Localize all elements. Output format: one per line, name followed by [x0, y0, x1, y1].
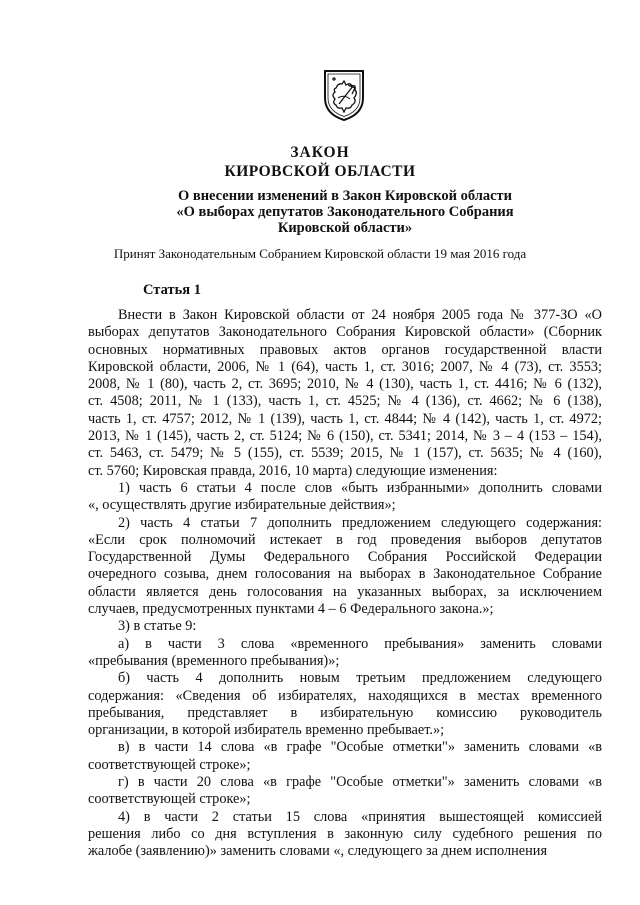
body-line: Государственной Думы Федерального Собрания Российской Федерации	[88, 549, 602, 566]
body-line: решения либо со дня вступления в законную силу судебного решения по	[88, 825, 602, 842]
body-line: выборах депутатов Законодательного Собрания Кировской области» (Сборник	[88, 324, 602, 341]
body-line: 2013, № 1 (145), часть 2, ст. 5124; № 6 (150), ст. 5341; 2014, № 3 – 4 (153 – 154),	[88, 428, 602, 445]
article-body	[88, 307, 602, 861]
body-line: 3) в статье 9:	[118, 618, 197, 635]
body-line: пребывания, представляет в избирательную комиссию руководитель	[88, 704, 602, 721]
body-line: соответствующей строке»;	[88, 791, 251, 808]
body-line: «, осуществлять другие избирательные действия»;	[88, 497, 396, 514]
body-line: часть 1, ст. 4757; 2012, № 1 (139), часть 1, ст. 4844; № 4 (142), часть 1, ст. 4972;	[88, 410, 602, 427]
body-line: ст. 5463, ст. 5479; № 5 (155), ст. 5539; 2015, № 1 (157), ст. 5635; № 4 (160),	[88, 445, 602, 462]
body-line: ст. 5760; Кировская правда, 2016, 10 марта) следующие изменения:	[88, 462, 498, 479]
subtitle-line: О внесении изменений в Закон Кировской области	[177, 188, 513, 204]
body-paragraph	[88, 774, 602, 809]
adoption-note: Принят Законодательным Собранием Кировской области 19 мая 2016 года	[113, 246, 527, 261]
body-line: 2) часть 4 статьи 7 дополнить предложением следующего содержания:	[118, 514, 602, 531]
subtitle-line: Кировской области»	[277, 220, 413, 236]
body-line: 1) часть 6 статьи 4 после слов «быть избранными» дополнить словами	[118, 479, 602, 496]
body-line: очередного созыва, днем голосования на выборах в Законодательное Собрание	[88, 566, 602, 583]
body-paragraph	[88, 636, 602, 671]
body-line: б) часть 4 дополнить новым третьим предложением следующего	[118, 670, 602, 687]
subtitle-line: «О выборах депутатов Законодательного Собрания	[176, 204, 514, 220]
body-paragraph	[88, 307, 602, 480]
body-line: а) в части 3 слова «временного пребывания» заменить словами	[118, 635, 602, 652]
region-heading: КИРОВСКОЙ ОБЛАСТИ	[224, 163, 416, 180]
body-paragraph	[88, 670, 602, 739]
article-title: Статья 1	[143, 282, 201, 298]
body-line: ст. 4508; 2011, № 1 (133), часть 1, ст. 4525; № 4 (136), ст. 4662; № 6 (138),	[88, 393, 602, 410]
law-heading: ЗАКОН	[290, 144, 350, 161]
body-line: области является день голосования на указанных выборах, за исключением	[88, 583, 602, 600]
body-line: Кировской области, 2006, № 1 (64), часть 1, ст. 3016; 2007, № 4 (73), ст. 3553;	[88, 358, 602, 375]
law-subtitle	[120, 188, 570, 236]
body-line: основных нормативных правовых актов органов государственной власти	[88, 341, 602, 358]
body-line: Внести в Закон Кировской области от 24 ноября 2005 года № 377-ЗО «О	[118, 307, 602, 323]
body-line: 4) в части 2 статьи 15 слова «принятия вышестоящей комиссией	[118, 808, 602, 825]
body-line: соответствующей строке»;	[88, 756, 251, 773]
body-line: случаев, предусмотренных пунктами 4 – 6 Федерального закона.»;	[88, 601, 494, 618]
body-paragraph	[88, 480, 602, 515]
body-paragraph	[88, 618, 602, 635]
body-line: г) в части 20 слова «в графе "Особые отметки"» заменить словами «в	[118, 774, 602, 791]
body-paragraph	[88, 809, 602, 861]
kirov-coat-of-arms-emblem	[322, 68, 366, 122]
body-line: «Если срок полномочий истекает в год проведения выборов депутатов	[88, 531, 602, 548]
body-line: жалобе (заявлению)» заменить словами «, следующего за днем исполнения	[88, 843, 548, 860]
body-line: содержания: «Сведения об избирателях, находящихся в местах временного	[88, 687, 602, 704]
body-line: в) в части 14 слова «в графе "Особые отметки"» заменить словами «в	[118, 739, 602, 756]
body-line: 2008, № 1 (80), часть 2, ст. 3695; 2010, № 4 (130), часть 1, ст. 4416; № 6 (132),	[88, 376, 602, 393]
body-paragraph	[88, 739, 602, 774]
body-line: «пребывания (временного пребывания)»;	[88, 652, 340, 669]
body-paragraph	[88, 515, 602, 619]
body-line: организации, в которой избиратель временно пребывает.»;	[88, 722, 445, 739]
